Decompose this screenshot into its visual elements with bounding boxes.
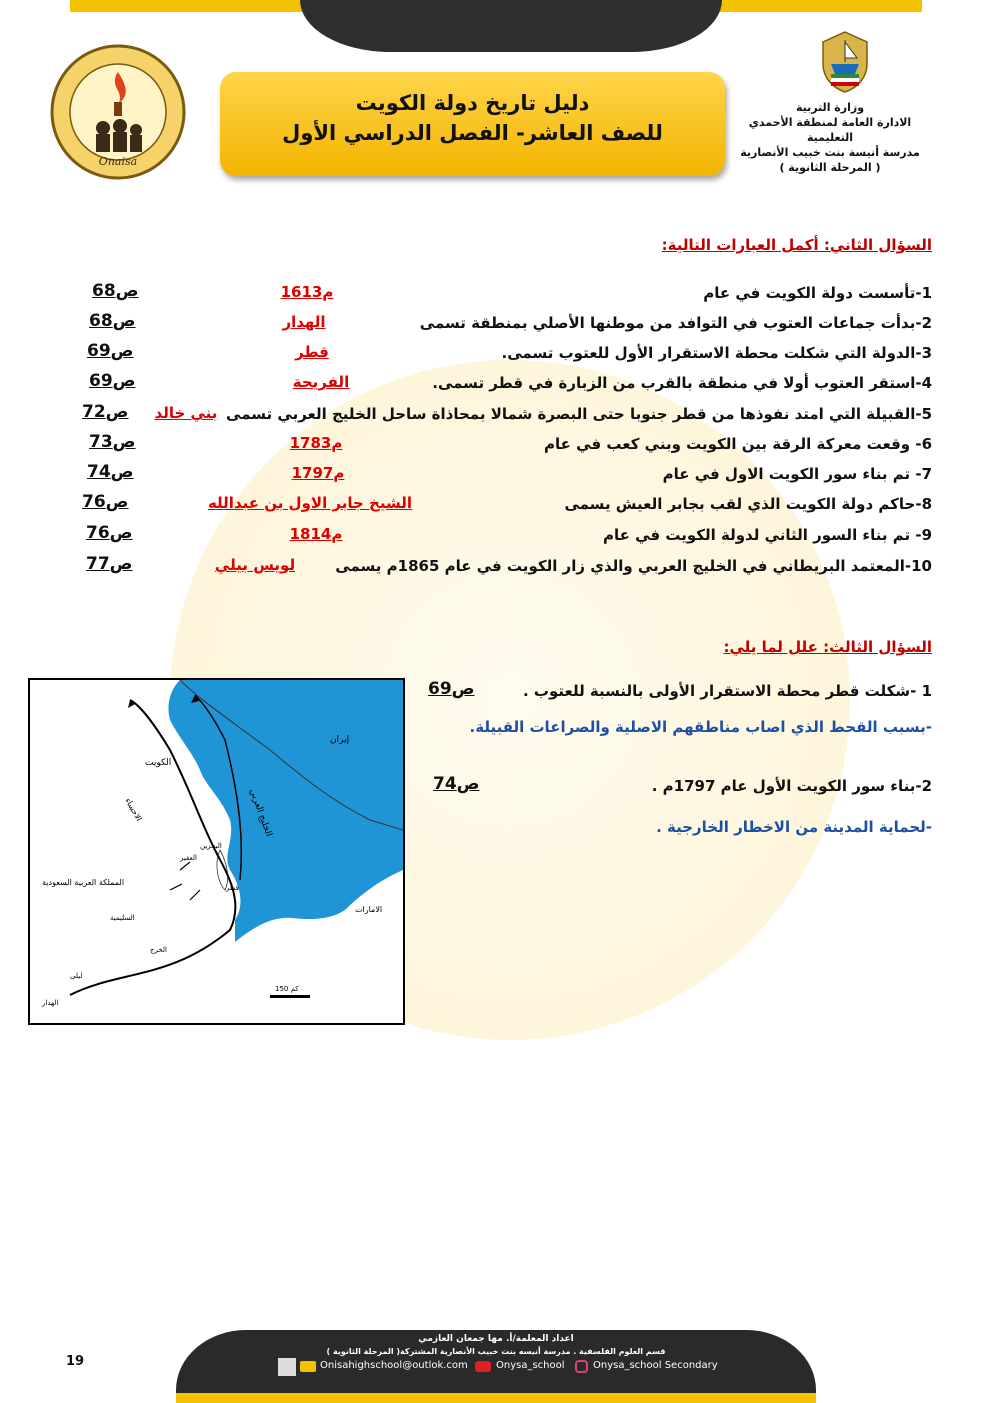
map-label-ahsa: الاحساء <box>123 796 144 823</box>
q2-item-10-text: 10-المعتمد البريطاني في الخليج العربي والذي زار الكويت في عام 1865م يسمى <box>335 557 932 575</box>
footer-youtube[interactable]: Onysa_school <box>496 1360 565 1371</box>
q2-item-3-text: 3-الدولة التي شكلت محطة الاستقرار الأول للعتوب تسمى. <box>501 344 932 362</box>
emblem-icon <box>815 28 875 94</box>
q2-item-8-page: ص76 <box>82 492 129 512</box>
youtube-icon <box>475 1361 491 1372</box>
footer-email[interactable]: Onisahighschool@outlok.com <box>320 1360 468 1371</box>
q2-item-5-answer: بني خالد <box>154 404 218 422</box>
school-logo <box>48 42 188 182</box>
instagram-icon <box>575 1360 588 1373</box>
q2-item-9-answer: 1814م <box>289 525 343 543</box>
q3-item-2-page: ص74 <box>433 774 480 794</box>
q2-item-6-text: 6- وقعت معركة الرقة بين الكويت وبني كعب في عام <box>544 435 932 453</box>
q2-item-6-answer: 1783م <box>289 434 343 452</box>
map-label-kuwait: الكويت <box>145 758 172 768</box>
q2-item-9-text: 9- تم بناء السور الثاني لدولة الكويت في عام <box>603 526 932 544</box>
q2-item-7-text: 7- تم بناء سور الكويت الاول في عام <box>662 465 932 483</box>
footer-dept: قسم العلوم الفلسفية . مدرسة أنيسه بنت خبيب الأنصارية المشتركة( المرحلة الثانوية ) <box>326 1347 666 1356</box>
q2-item-1-text: 1-تأسست دولة الكويت في عام <box>703 284 932 302</box>
q2-item-1-answer: 1613م <box>280 283 334 301</box>
q2-item-4-text: 4-استقر العتوب أولا في منطقة بالقرب من الزبارة في قطر تسمى. <box>432 374 932 392</box>
q2-item-10-answer: لويس بيلي <box>214 556 296 574</box>
logo-text: Onaisa <box>98 155 138 168</box>
q2-item-5-page: ص72 <box>82 402 129 422</box>
title-line-2: للصف العاشر- الفصل الدراسي الأول <box>282 121 663 145</box>
ministry-line-1: وزارة التربية <box>795 101 865 114</box>
top-tab <box>300 0 722 52</box>
q2-item-9-page: ص76 <box>86 523 133 543</box>
q2-item-2-page: ص68 <box>89 311 136 331</box>
q3-item-1-text: 1 -شكلت قطر محطة الاستقرار الأولى بالنسبة للعتوب . <box>522 682 932 700</box>
q2-item-3-answer: قطر <box>295 343 329 361</box>
map-label-qatar: قطر <box>226 884 239 892</box>
q2-title: السؤال الثاني: أكمل العبارات التالية: <box>661 236 932 254</box>
ministry-line-3: مدرسة أنيسة بنت خبيب الأنصارية <box>740 146 920 159</box>
q3-title: السؤال الثالث: علل لما يلي: <box>723 638 932 656</box>
ministry-line-2: الادارة العامة لمنطقة الأحمدي التعليمية <box>748 116 912 144</box>
q3-item-2-text: 2-بناء سور الكويت الأول عام 1797م . <box>651 777 932 795</box>
q2-item-8-answer: الشيخ جابر الاول بن عبدالله <box>207 494 413 512</box>
email-icon <box>300 1361 316 1372</box>
migration-map <box>28 678 405 1025</box>
ministry-block <box>735 100 925 175</box>
q2-item-2-answer: الهدار <box>282 313 326 331</box>
map-label-layla: ليلى <box>70 972 83 980</box>
q2-item-2-text: 2-بدأت جماعات العتوب في التوافد من موطنها الأصلي بمنطقة تسمى <box>419 314 932 332</box>
map-label-uqair: العقير <box>180 854 197 862</box>
qr-code-icon <box>278 1358 296 1376</box>
map-label-bahrain: البحرين <box>200 842 222 850</box>
q2-item-4-answer: الفريحة <box>292 373 350 391</box>
q3-item-2-answer: -لحماية المدينة من الاخطار الخارجية . <box>656 818 932 836</box>
q2-item-7-page: ص74 <box>87 462 134 482</box>
map-label-hadar: الهدار <box>42 999 59 1007</box>
map-label-kharj: الخرج <box>150 946 167 954</box>
page-number: 19 <box>66 1354 85 1369</box>
q2-item-1-page: ص68 <box>92 281 139 301</box>
map-label-iran: إيران <box>330 735 350 745</box>
footer-teacher: اعداد المعلمة/أ. مها جمعان العازمي <box>418 1334 574 1344</box>
q2-item-7-answer: 1797م <box>291 464 345 482</box>
q3-item-1-answer: -بسبب القحط الذي اصاب مناطقهم الاصلية والصراعات القبيلة. <box>469 718 932 736</box>
title-line-1: دليل تاريخ دولة الكويت <box>355 91 590 115</box>
q2-item-5-text: 5-القبيلة التي امتد نفوذها من قطر جنوبا حتى البصرة شمالا بمحاذاة ساحل الخليج العربي تسمى <box>226 405 932 423</box>
q2-item-10-page: ص77 <box>86 554 133 574</box>
map-label-uae: الامارات <box>355 905 383 914</box>
title-box <box>220 72 725 176</box>
q2-item-8-text: 8-حاكم دولة الكويت الذي لقب بجابر العيش يسمى <box>564 495 932 513</box>
q2-item-4-page: ص69 <box>89 371 136 391</box>
ministry-line-4: ( المرحلة الثانوية ) <box>779 161 881 174</box>
q3-item-1-page: ص69 <box>428 679 475 699</box>
map-label-saudi: المملكة العربية السعودية <box>42 878 125 887</box>
sea-area <box>168 680 403 942</box>
map-label-salimiya: السليمية <box>110 914 135 922</box>
map-label-gulf: الخليج العربي <box>247 787 274 838</box>
map-scale-label: 150 كم <box>275 985 299 993</box>
footer-accent-line <box>176 1393 816 1403</box>
footer-instagram[interactable]: Onysa_school Secondary <box>593 1360 718 1371</box>
q2-item-3-page: ص69 <box>87 341 134 361</box>
q2-item-6-page: ص73 <box>89 432 136 452</box>
